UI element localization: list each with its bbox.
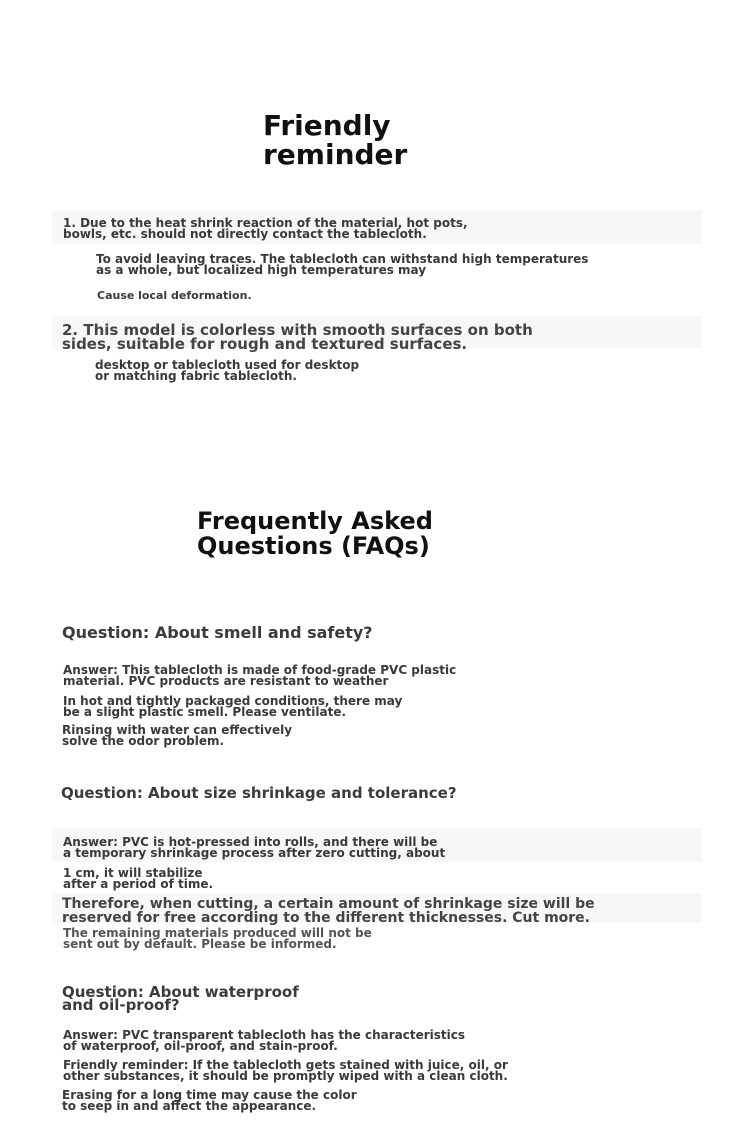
faq-answer-3b: Friendly reminder: If the tablecloth gets stained with juice, oil, or other substances, it should be promptly wiped with a clean cloth. — [63, 1058, 508, 1083]
reminder-item-1: 1. Due to the heat shrink reaction of the material, hot pots, bowls, etc. should not directly contact the tablecloth. — [63, 216, 468, 241]
faq-answer-1b: In hot and tightly packaged conditions, there may be a slight plastic smell. Please ventilate. — [63, 694, 403, 719]
faq-answer-3a: Answer: PVC transparent tablecloth has the characteristics of waterproof, oil-proof, and stain-proof. — [63, 1028, 465, 1053]
reminder-item-2: 2. This model is colorless with smooth surfaces on both sides, suitable for rough and textured surfaces. — [62, 321, 533, 353]
faq-answer-2d: The remaining materials produced will not be sent out by default. Please be informed. — [63, 926, 372, 951]
faq-answer-1a: Answer: This tablecloth is made of food-grade PVC plastic material. PVC products are resistant to weather — [63, 663, 457, 688]
reminder-item-1-detail: To avoid leaving traces. The tablecloth can withstand high temperatures as a whole, but localized high temperatures may — [96, 252, 589, 277]
faq-answer-3c: Erasing for a long time may cause the color to seep in and affect the appearance. — [62, 1088, 357, 1113]
faq-question-3: Question: About waterproof and oil-proof? — [62, 983, 299, 1014]
faq-answer-2b: 1 cm, it will stabilize after a period of time. — [63, 866, 214, 891]
reminder-item-1-note: Cause local deformation. — [97, 289, 252, 302]
reminder-title: Friendly reminder — [263, 109, 408, 171]
faq-question-2: Question: About size shrinkage and tolerance? — [61, 784, 457, 802]
faq-title: Frequently Asked Questions (FAQs) — [197, 507, 433, 560]
faq-answer-1c: Rinsing with water can effectively solve the odor problem. — [62, 723, 293, 748]
faq-answer-2a: Answer: PVC is hot-pressed into rolls, and there will be a temporary shrinkage process after zero cutting, about — [63, 835, 446, 860]
reminder-item-2-detail: desktop or tablecloth used for desktop or matching fabric tablecloth. — [95, 358, 360, 383]
faq-question-1: Question: About smell and safety? — [62, 623, 373, 642]
faq-answer-2c: Therefore, when cutting, a certain amount of shrinkage size will be reserved for free according to the different thicknesses. Cut more. — [62, 896, 595, 926]
